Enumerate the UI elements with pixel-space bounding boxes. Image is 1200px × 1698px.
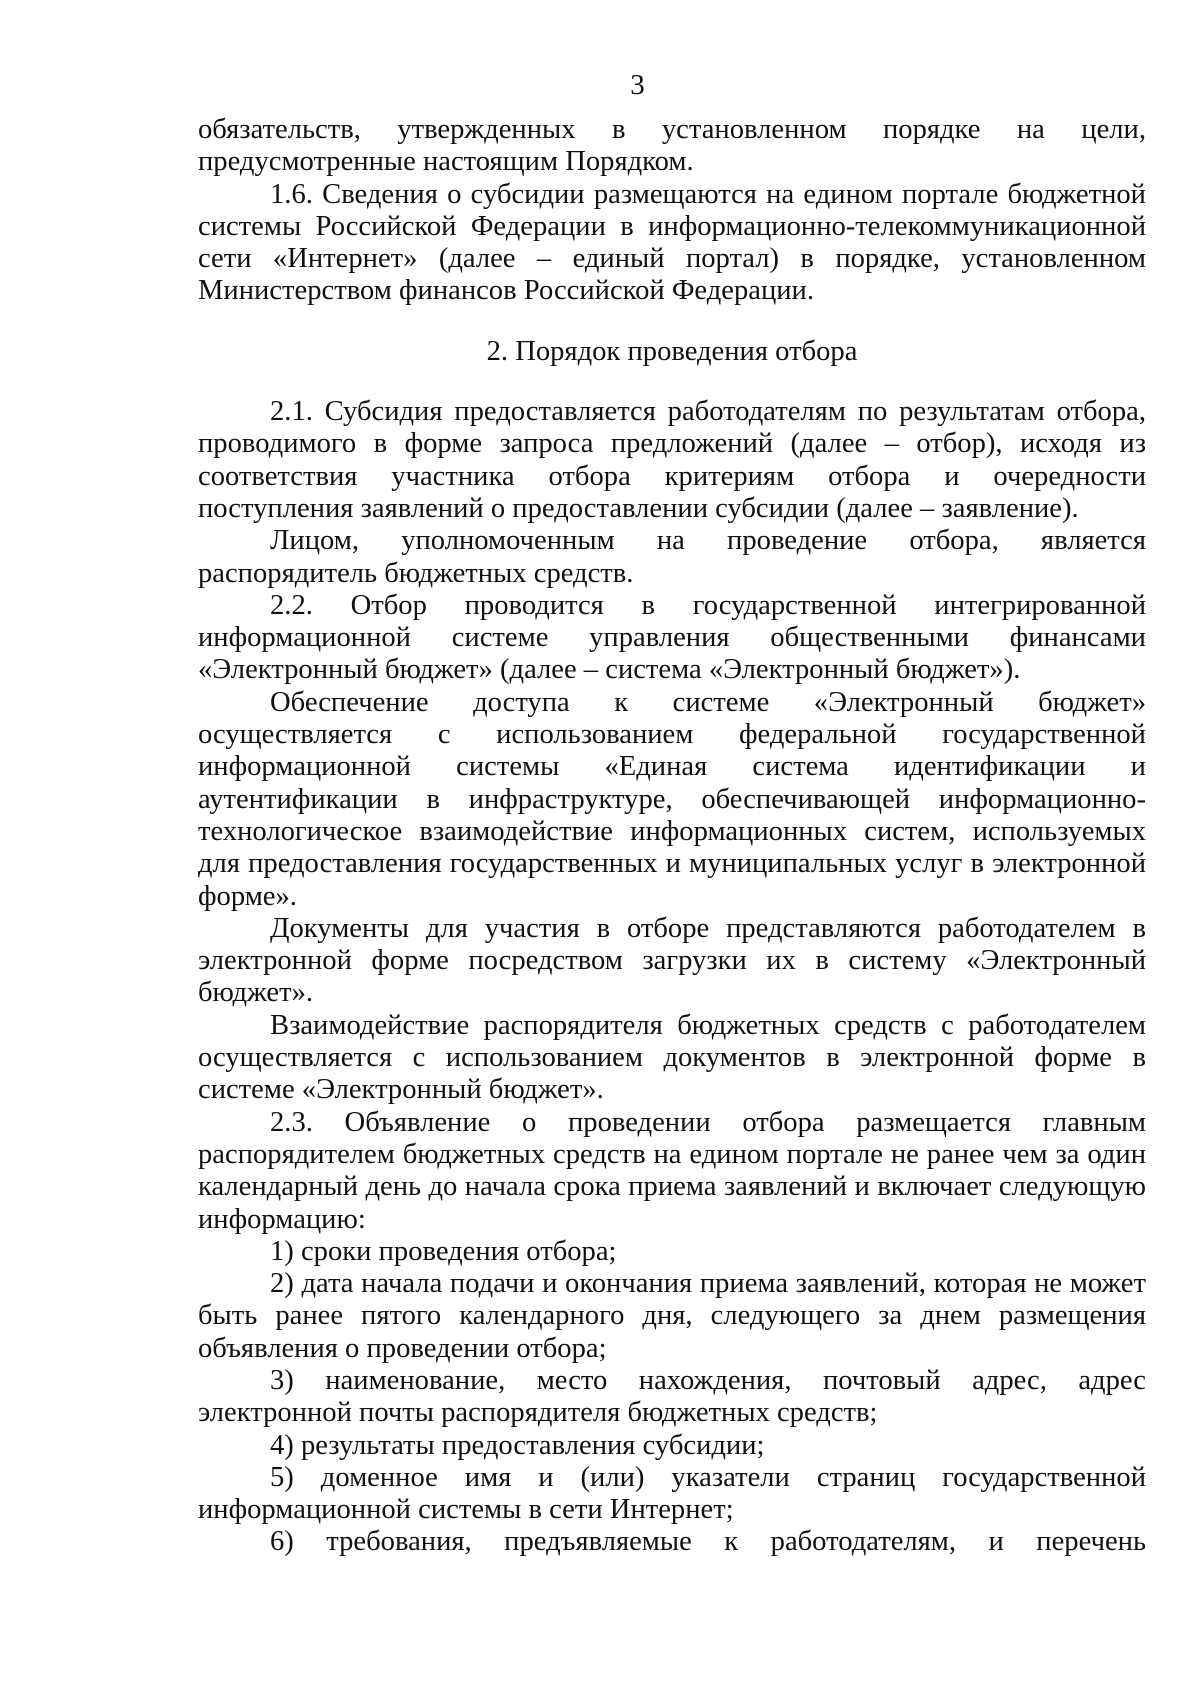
paragraph-authorized-person: Лицом, уполномоченным на проведение отбора, является распорядитель бюджетных средств. [198, 525, 1146, 589]
paragraph-documents: Документы для участия в отборе представляются работодателем в электронной форме посредством загрузки их в систему «Электронный бюджет». [198, 912, 1146, 1009]
paragraph-continuation: обязательств, утвержденных в установленном порядке на цели, предусмотренные настоящим Порядком. [198, 114, 1146, 178]
page-number: 3 [630, 69, 645, 101]
paragraph-interaction: Взаимодействие распорядителя бюджетных средств с работодателем осуществляется с использованием документов в электронной форме в системе «Электронный бюджет». [198, 1009, 1146, 1106]
paragraph-2-2: 2.2. Отбор проводится в государственной интегрированной информационной системе управления общественными финансами «Электронный бюджет» (далее – система «Электронный бюджет»). [198, 589, 1146, 686]
list-item-3: 3) наименование, место нахождения, почтовый адрес, адрес электронной почты распорядителя бюджетных средств; [198, 1364, 1146, 1429]
paragraph-2-1: 2.1. Субсидия предоставляется работодателям по результатам отбора, проводимого в форме запроса предложений (далее – отбор), исходя из соответствия участника отбора критериям отбора и очередности поступления заявлений о предоставлении субсидии (далее – заявление). [198, 396, 1146, 524]
list-item-6: 6) требования, предъявляемые к работодателям, и перечень [270, 1526, 1146, 1558]
list-item-2: 2) дата начала подачи и окончания приема заявлений, которая не может быть ранее пятого календарного дня, следующего за днем размещения объявления о проведении отбора; [198, 1268, 1146, 1364]
section-heading: 2. Порядок проведения отбора [486, 335, 858, 367]
document-body [198, 114, 1146, 1559]
list-item-1: 1) сроки проведения отбора; [270, 1235, 617, 1267]
list-item-5: 5) доменное имя и (или) указатели страниц государственной информационной системы в сети Интернет; [198, 1461, 1146, 1526]
paragraph-access: Обеспечение доступа к системе «Электронный бюджет» осуществляется с использованием федеральной государственной информационной системы «Единая система идентификации и аутентификации в инфраструктуре, обеспечивающей информационно-технологическое взаимодействие информационных систем, используемых для предоставления государственных и муниципальных услуг в электронной форме». [198, 686, 1146, 912]
paragraph-2-3: 2.3. Объявление о проведении отбора размещается главным распорядителем бюджетных средств на едином портале не ранее чем за один календарный день до начала срока приема заявлений и включает следующую информацию: [198, 1106, 1146, 1235]
paragraph-1-6: 1.6. Сведения о субсидии размещаются на едином портале бюджетной системы Российской Федерации в информационно-телекоммуникационной сети «Интернет» (далее – единый портал) в порядке, установленном Министерством финансов Российской Федерации. [198, 178, 1146, 307]
list-item-4: 4) результаты предоставления субсидии; [270, 1429, 765, 1461]
